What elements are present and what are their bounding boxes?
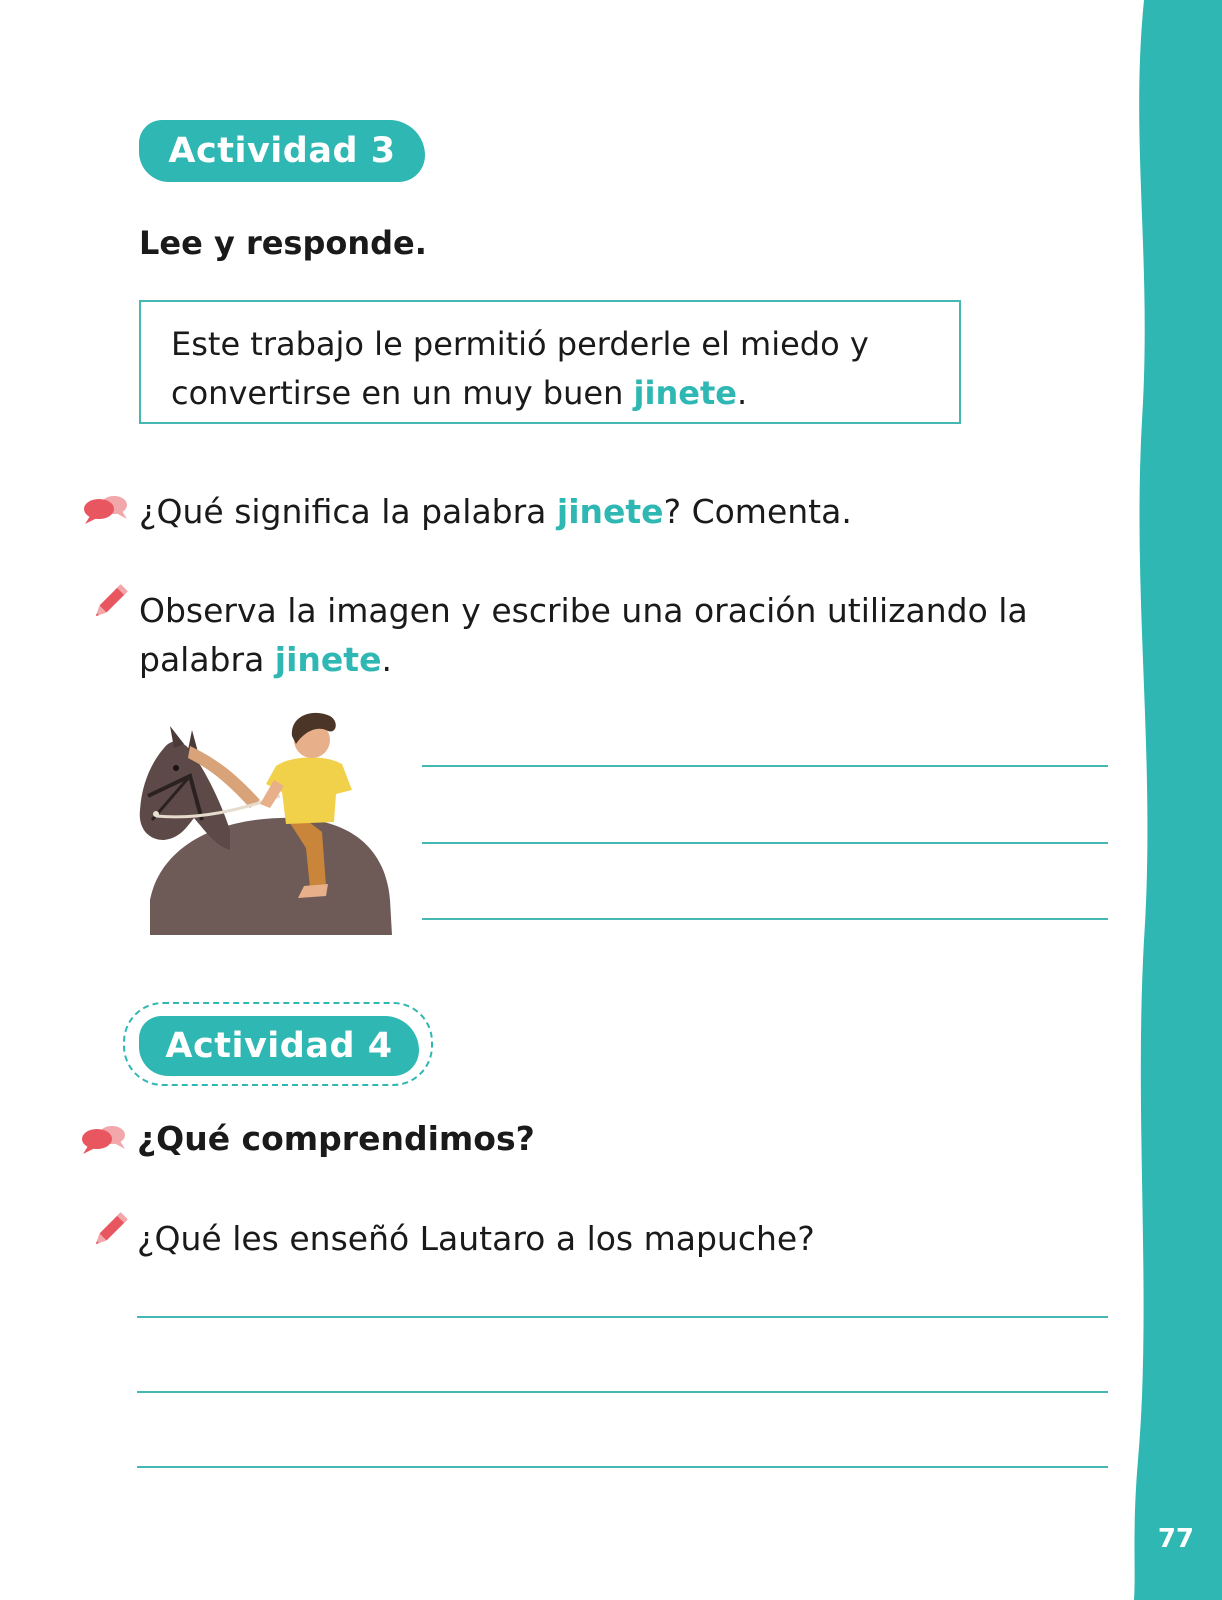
passage-line-2: convertirse en un muy buen	[171, 374, 634, 412]
passage-keyword: jinete	[633, 374, 737, 412]
question-1-keyword: jinete	[556, 492, 664, 531]
page-number: 77	[1157, 1524, 1194, 1554]
question-2-keyword: jinete	[274, 640, 382, 679]
writing-line[interactable]	[137, 1391, 1108, 1393]
speech-bubbles-icon	[80, 1124, 128, 1156]
writing-line[interactable]	[422, 765, 1108, 767]
question-2-text: Observa la imagen y escribe una oración utilizando la palabra	[139, 591, 1028, 679]
pencil-icon	[88, 1208, 132, 1252]
reading-passage-box	[139, 300, 961, 424]
activity-4-badge: Actividad 4	[139, 1016, 419, 1076]
passage-end: .	[736, 374, 748, 412]
question-word-meaning	[139, 487, 852, 536]
writing-line[interactable]	[422, 842, 1108, 844]
question-2-end: .	[381, 640, 392, 679]
writing-line[interactable]	[137, 1316, 1108, 1318]
question-lautaro: ¿Qué les enseñó Lautaro a los mapuche?	[137, 1219, 815, 1258]
pencil-icon	[88, 580, 132, 624]
side-band	[1112, 0, 1222, 1600]
writing-line[interactable]	[422, 918, 1108, 920]
activity-3-badge: Actividad 3	[139, 120, 425, 182]
passage-line-1: Este trabajo le permitió perderle el miedo y	[171, 325, 869, 363]
question-write-sentence	[139, 586, 1059, 684]
activity-4-heading: ¿Qué comprendimos?	[137, 1119, 535, 1158]
speech-bubbles-icon	[82, 494, 130, 526]
question-1-text: ¿Qué significa la palabra	[139, 492, 557, 531]
writing-line[interactable]	[137, 1466, 1108, 1468]
question-1-end: ? Comenta.	[663, 492, 852, 531]
activity-3-instruction: Lee y responde.	[139, 224, 427, 262]
horse-rider-illustration	[90, 700, 400, 940]
